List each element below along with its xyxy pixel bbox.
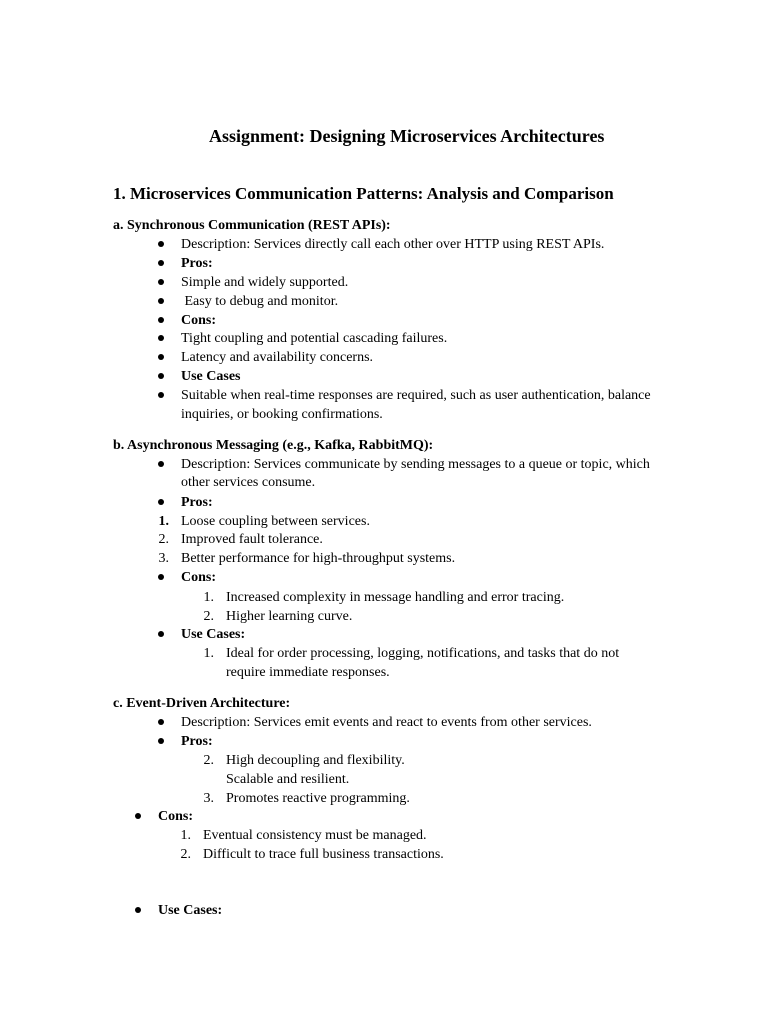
use-cases-label: Use Cases [181, 369, 241, 384]
bullet-icon [158, 499, 164, 505]
list-number: 1. [180, 828, 191, 843]
list-number: 2. [180, 847, 191, 862]
list-item: Simple and widely supported. [181, 275, 349, 290]
list-item-continuation: require immediate responses. [226, 665, 390, 680]
list-item: High decoupling and flexibility. [226, 753, 405, 768]
use-cases-label: Use Cases: [158, 903, 223, 918]
bullet-icon [158, 298, 164, 304]
list-item-continuation: other services consume. [181, 475, 316, 490]
bullet-icon [158, 241, 164, 247]
pros-label: Pros: [181, 256, 213, 271]
list-item: Easy to debug and monitor. [181, 294, 339, 309]
bullet-icon [135, 813, 141, 819]
use-cases-label: Use Cases: [181, 627, 246, 642]
bullet-icon [158, 354, 164, 360]
bullet-icon [135, 907, 141, 913]
bullet-icon [158, 719, 164, 725]
cons-label: Cons: [181, 570, 217, 585]
list-item: Tight coupling and potential cascading failures. [181, 331, 448, 346]
list-number: 2. [203, 753, 214, 768]
bullet-icon [158, 738, 164, 744]
bullet-icon [158, 574, 164, 580]
bullet-icon [158, 279, 164, 285]
subsection-heading-a: a. Synchronous Communication (REST APIs): [113, 218, 391, 233]
subsection-heading-b: b. Asynchronous Messaging (e.g., Kafka, RabbitMQ): [113, 438, 434, 453]
list-item: Loose coupling between services. [181, 514, 370, 529]
list-number: 1. [158, 514, 169, 529]
list-number: 1. [203, 590, 214, 605]
subsection-heading-c: c. Event-Driven Architecture: [113, 696, 291, 711]
list-item: Description: Services emit events and react to events from other services. [181, 715, 592, 730]
list-number: 2. [158, 532, 169, 547]
list-item: Promotes reactive programming. [226, 791, 410, 806]
list-number: 3. [158, 551, 169, 566]
bullet-icon [158, 631, 164, 637]
list-item: Latency and availability concerns. [181, 350, 374, 365]
cons-label: Cons: [181, 313, 217, 328]
list-item-continuation: inquiries, or booking confirmations. [181, 407, 383, 422]
list-number: 1. [203, 646, 214, 661]
list-item: Better performance for high-throughput systems. [181, 551, 456, 566]
list-item: Increased complexity in message handling and error tracing. [226, 590, 565, 605]
cons-label: Cons: [158, 809, 194, 824]
list-item: Eventual consistency must be managed. [203, 828, 427, 843]
list-item: Difficult to trace full business transactions. [203, 847, 444, 862]
pros-label: Pros: [181, 734, 213, 749]
document-title: Assignment: Designing Microservices Architectures [209, 126, 605, 146]
list-item: Description: Services communicate by sending messages to a queue or topic, which [181, 457, 650, 472]
bullet-icon [158, 392, 164, 398]
list-item: Suitable when real-time responses are required, such as user authentication, balance [181, 388, 651, 403]
list-item: Scalable and resilient. [226, 772, 350, 787]
bullet-icon [158, 461, 164, 467]
list-number: 3. [203, 791, 214, 806]
bullet-icon [158, 317, 164, 323]
bullet-icon [158, 260, 164, 266]
list-item: Improved fault tolerance. [181, 532, 323, 547]
list-item: Description: Services directly call each other over HTTP using REST APIs. [181, 237, 605, 252]
list-item: Higher learning curve. [226, 609, 353, 624]
bullet-icon [158, 373, 164, 379]
bullet-icon [158, 335, 164, 341]
pros-label: Pros: [181, 495, 213, 510]
list-item: Ideal for order processing, logging, notifications, and tasks that do not [226, 646, 620, 661]
section-heading: 1. Microservices Communication Patterns: Analysis and Comparison [113, 184, 614, 203]
list-number: 2. [203, 609, 214, 624]
